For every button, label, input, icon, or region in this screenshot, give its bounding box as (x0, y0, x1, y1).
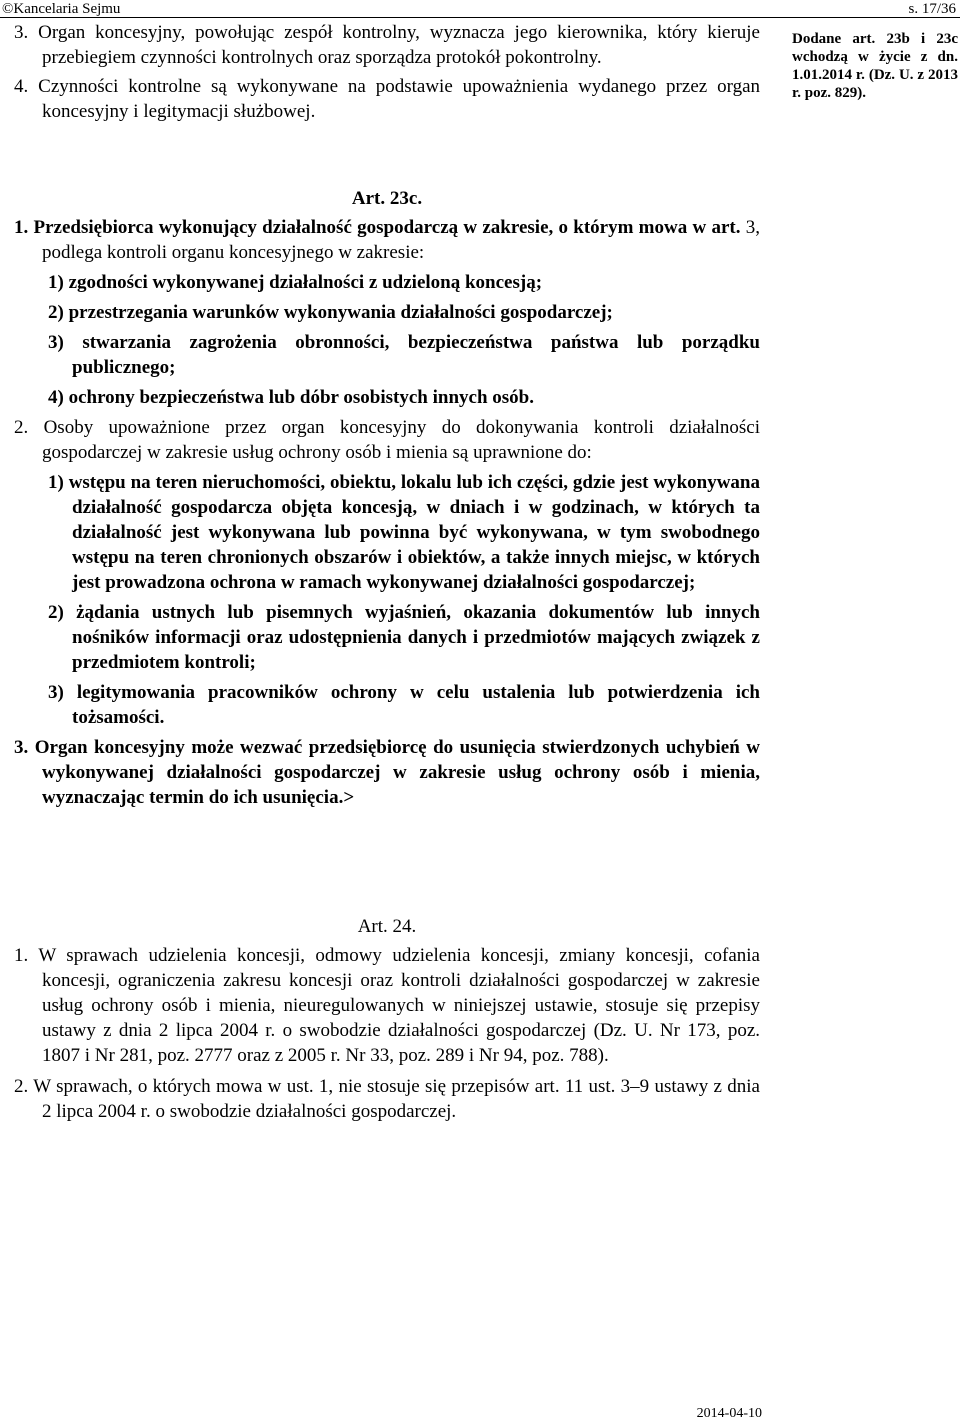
art23c-p2-list (14, 470, 760, 730)
list-item: 2) przestrzegania warunków wykonywania działalności gospodarczej; (48, 302, 613, 323)
art23c-p1-bold: 1. Przedsiębiorca wykonujący działalność gospodarczą w zakresie, o którym mowa w art. (14, 217, 741, 238)
art24-paragraph-1: 1. W sprawach udzielenia koncesji, odmowy udzielenia koncesji, zmiany koncesji, cofania koncesji, ograniczenia zakresu koncesji oraz kontroli działalności gospodarczej w zakresie usług ochrony osób i mienia, nieuregulowanych w niniejszej ustawie, stosuje się przepisy ustawy z dnia 2 lipca 2004 r. o swobodzie działalności gospodarczej (Dz. U. Nr 173, poz. 1807 i Nr 281, poz. 2777 oraz z 2005 r. Nr 33, poz. 289 i Nr 94, poz. 788). (14, 945, 760, 1066)
list-item: 3) legitymowania pracowników ochrony w celu ustalenia lub potwierdzenia ich tożsamości. (48, 682, 760, 728)
list-item: 2) żądania ustnych lub pisemnych wyjaśnień, okazania dokumentów lub innych nośników informacji oraz udostępnienia danych i przedmiotów mających związek z przedmiotem kontroli; (48, 602, 760, 673)
art23c-paragraph-1 (14, 215, 760, 265)
art23c-p1-list (14, 270, 760, 410)
article-23b-continuation (14, 20, 760, 124)
header-copyright: ©Kancelaria Sejmu (2, 1, 121, 17)
list-item: 4) ochrony bezpieczeństwa lub dóbr osobistych innych osób. (48, 387, 534, 408)
art23c-paragraph-2: 2. Osoby upoważnione przez organ koncesyjny do dokonywania kontroli działalności gospodarczej w zakresie usług ochrony osób i mienia są uprawnione do: (14, 417, 760, 463)
list-item: 3) stwarzania zagrożenia obronności, bezpieczeństwa państwa lub porządku publicznego; (48, 332, 760, 378)
art23b-paragraph-3: 3. Organ koncesyjny, powołując zespół kontrolny, wyznacza jego kierownika, który kieruje przebiegiem czynności kontrolnych oraz sporządza protokół pokontrolny. (14, 22, 760, 68)
art24-paragraph-2: 2. W sprawach, o których mowa w ust. 1, nie stosuje się przepisów art. 11 ust. 3–9 ustawy z dnia 2 lipca 2004 r. o swobodzie działalności gospodarczej. (14, 1076, 760, 1122)
art24-heading: Art. 24. (357, 916, 417, 937)
list-item: 1) zgodności wykonywanej działalności z udzieloną koncesją; (48, 272, 543, 293)
header-rule (0, 17, 960, 18)
page-number: s. 17/36 (908, 1, 956, 17)
article-24 (14, 914, 760, 1124)
footer-date: 2014-04-10 (696, 1406, 762, 1421)
article-23c (14, 186, 760, 810)
art23c-p1-rest: 3, podlega kontroli organu koncesyjnego w zakresie: (42, 217, 760, 263)
list-item: 1) wstępu na teren nieruchomości, obiektu, lokalu lub ich części, gdzie jest wykonywana działalność gospodarcza objęta koncesją, w dniach i w godzinach, w których ta działalność jest wykonywana lub powinna być wykonywana, w tym swobodnego wstępu na teren chronionych obszarów i obiektów, a także innych miejsc, w których jest prowadzona ochrona w ramach wykonywanej działalności gospodarczej; (48, 472, 760, 593)
art23c-heading: Art. 23c. (351, 188, 423, 209)
side-note: Dodane art. 23b i 23c wchodzą w życie z dn. 1.01.2014 r. (Dz. U. z 2013 r. poz. 829). (792, 31, 958, 101)
art23c-paragraph-3: 3. Organ koncesyjny może wezwać przedsiębiorcę do usunięcia stwierdzonych uchybień w wykonywanej działalności gospodarczej w zakresie usług ochrony osób i mienia, wyznaczając termin do ich usunięcia.> (14, 737, 760, 808)
art23b-paragraph-4: 4. Czynności kontrolne są wykonywane na podstawie upoważnienia wydanego przez organ koncesyjny i legitymacji służbowej. (14, 76, 760, 122)
